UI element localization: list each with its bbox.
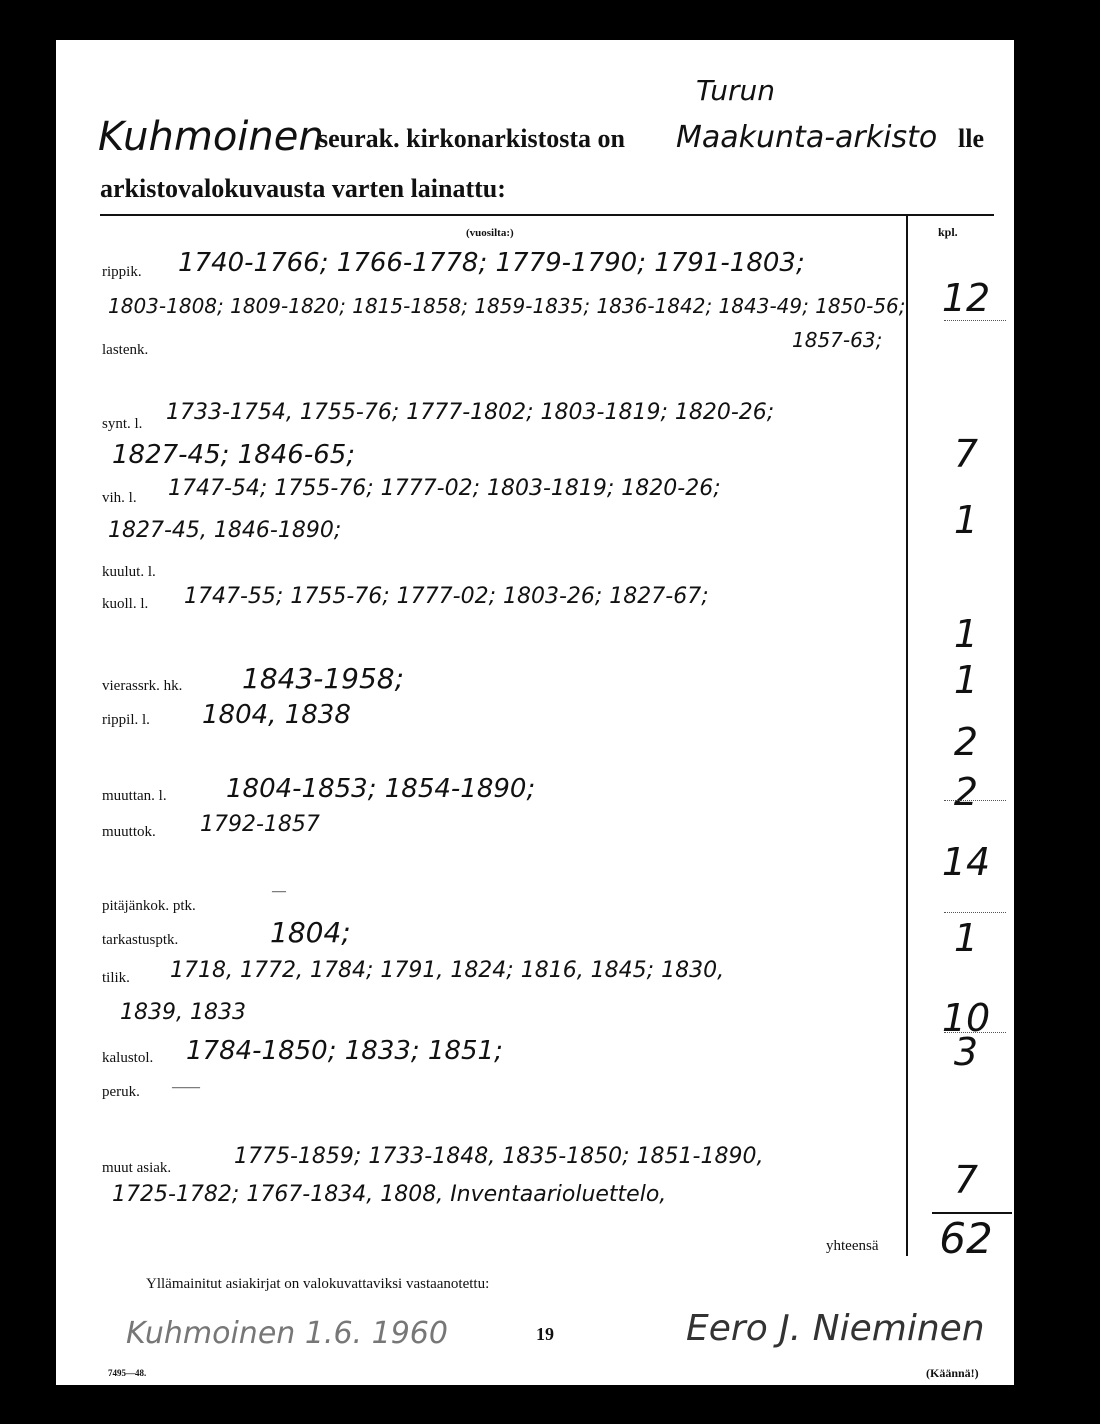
row-years-muuttan: 1804-1853; 1854-1890; [226, 774, 536, 804]
row-years-pitajankok: — [272, 884, 286, 899]
row-years-kalustol: 1784-1850; 1833; 1851; [186, 1036, 503, 1066]
above-handwritten: Turun [696, 74, 776, 107]
dotted-line [944, 912, 1006, 913]
count-column-header: kpl. [938, 225, 958, 239]
parish-suffix: seurak. kirkonarkistosta on [318, 124, 625, 153]
header-rule [100, 214, 994, 216]
years-column-header: (vuosilta:) [466, 227, 514, 239]
row-years-rippil: 1804, 1838 [202, 700, 351, 730]
row-label-rippik: rippik. [102, 264, 142, 280]
count-kuoll: 1 [953, 612, 979, 656]
row-years-synt: 1733-1754, 1755-76; 1777-1802; 1803-1819; 1820-26; [166, 400, 775, 425]
recipient-suffix: lle [958, 124, 984, 153]
parish-name-handwritten: Kuhmoinen [98, 114, 324, 160]
row-years-peruk: —— [172, 1080, 200, 1095]
row-years-muuttok: 1792-1857 [200, 812, 320, 837]
row-years-rippik-2: 1803-1808; 1809-1820; 1815-1858; 1859-1835; 1836-1842; 1843-49; 1850-56; [108, 294, 906, 318]
count-muut-asiak: 7 [953, 1158, 979, 1202]
count-total: 62 [939, 1214, 993, 1263]
year-suffix: 19 [536, 1324, 554, 1344]
row-years-tilik-2: 1839, 1833 [120, 1000, 246, 1025]
count-tarkastusptk: 1 [953, 916, 979, 960]
row-label-rippil: rippil. l. [102, 712, 150, 728]
row-years-muut-asiak: 1775-1859; 1733-1848, 1835-1850; 1851-1890, [234, 1144, 764, 1169]
row-label-muuttan: muuttan. l. [102, 788, 167, 804]
recipient-handwritten: Maakunta-arkisto [676, 120, 938, 155]
row-label-muut-asiak: muut asiak. [102, 1160, 172, 1176]
row-years-synt-2: 1827-45; 1846-65; [112, 440, 356, 470]
count-vierassrk: 1 [953, 658, 979, 702]
row-years-rippik-3: 1857-63; [792, 328, 883, 352]
row-label-lastenk: lastenk. [102, 342, 149, 358]
row-label-kuulut: kuulut. l. [102, 564, 156, 580]
signature-handwritten: Eero J. Nieminen [686, 1308, 985, 1349]
row-label-tarkastusptk: tarkastusptk. [102, 932, 179, 948]
count-muuttan: 2 [953, 770, 979, 814]
header-line2: arkistovalokuvausta varten lainattu: [100, 174, 506, 203]
count-rippik: 12 [941, 276, 991, 320]
row-label-vih: vih. l. [102, 490, 137, 506]
row-label-peruk: peruk. [102, 1084, 140, 1100]
row-label-kalustol: kalustol. [102, 1050, 154, 1066]
column-separator [906, 216, 908, 1256]
row-label-pitajankok: pitäjänkok. ptk. [102, 898, 196, 914]
dotted-line [944, 320, 1006, 321]
row-years-tilik: 1718, 1772, 1784; 1791, 1824; 1816, 1845; 1830, [170, 958, 725, 983]
row-label-synt: synt. l. [102, 416, 143, 432]
row-label-tilik: tilik. [102, 970, 130, 986]
form-code: 7495—48. [108, 1368, 147, 1378]
count-muuttok: 14 [941, 840, 991, 884]
received-text: Yllämainitut asiakirjat on valokuvattaviksi vastaanotettu: [146, 1276, 490, 1292]
row-years-tarkastusptk: 1804; [270, 916, 351, 949]
dotted-line [944, 800, 1006, 801]
row-years-rippik: 1740-1766; 1766-1778; 1779-1790; 1791-1803; [178, 248, 805, 278]
turn-over-note: (Käännä!) [926, 1366, 979, 1380]
row-label-vierassrk: vierassrk. hk. [102, 678, 183, 694]
row-years-vierassrk: 1843-1958; [242, 662, 405, 695]
count-synt: 7 [953, 432, 979, 476]
count-kalustol: 3 [953, 1030, 979, 1074]
count-vih: 1 [953, 498, 979, 542]
row-label-kuoll: kuoll. l. [102, 596, 149, 612]
place-date-handwritten: Kuhmoinen 1.6. 1960 [126, 1316, 448, 1351]
row-label-muuttok: muuttok. [102, 824, 156, 840]
row-years-vih-2: 1827-45, 1846-1890; [108, 518, 342, 543]
row-years-vih: 1747-54; 1755-76; 1777-02; 1803-1819; 1820-26; [168, 476, 721, 501]
total-label: yhteensä [826, 1238, 879, 1254]
count-tilik: 10 [941, 996, 991, 1040]
row-years-muut-asiak-2: 1725-1782; 1767-1834, 1808, Inventaarioluettelo, [112, 1182, 667, 1207]
count-rippil: 2 [953, 720, 979, 764]
row-years-kuoll: 1747-55; 1755-76; 1777-02; 1803-26; 1827-67; [184, 584, 709, 609]
loan-form-page [56, 40, 1014, 1385]
